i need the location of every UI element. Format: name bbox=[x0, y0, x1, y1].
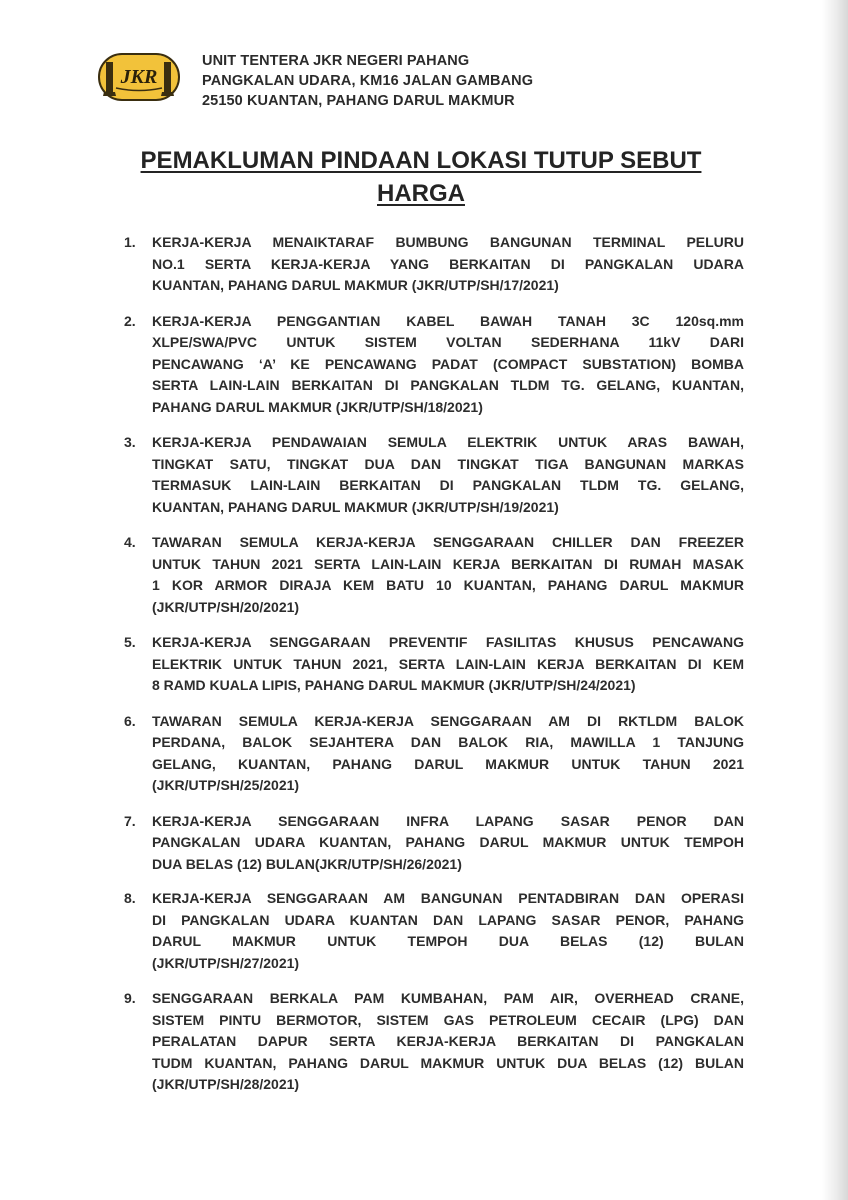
item-line: SENGGARAAN BERKALA PAM KUMBAHAN, PAM AIR, OVERHEAD CRANE, bbox=[152, 990, 744, 1006]
item-description bbox=[152, 888, 744, 974]
item-number: 3. bbox=[124, 434, 136, 450]
letterhead bbox=[98, 51, 738, 121]
item-line: PERDANA, BALOK SEJAHTERA DAN BALOK RIA, MAWILLA 1 TANJUNG bbox=[152, 734, 744, 750]
item-number: 6. bbox=[124, 712, 136, 729]
title-line: PEMAKLUMAN PINDAAN LOKASI TUTUP SEBUT bbox=[140, 147, 702, 174]
item-description bbox=[152, 432, 744, 518]
item-line: TINGKAT SATU, TINGKAT DUA DAN TINGKAT TIGA BANGUNAN MARKAS bbox=[152, 455, 744, 472]
address-line: 25150 KUANTAN, PAHANG DARUL MAKMUR bbox=[202, 93, 515, 109]
item-line: TUDM KUANTAN, PAHANG DARUL MAKMUR UNTUK DUA BELAS (12) BULAN bbox=[152, 1054, 744, 1071]
address-block bbox=[202, 51, 533, 111]
item-line: PANGKALAN UDARA KUANTAN, PAHANG DARUL MAKMUR UNTUK TEMPOH bbox=[152, 834, 744, 850]
tender-list bbox=[124, 232, 744, 1096]
item-line: DUA BELAS (12) BULAN(JKR/UTP/SH/26/2021) bbox=[152, 855, 462, 872]
item-number: 4. bbox=[124, 534, 136, 550]
item-line: KUANTAN, PAHANG DARUL MAKMUR (JKR/UTP/SH/17/2021) bbox=[152, 277, 559, 293]
jkr-logo bbox=[98, 53, 180, 101]
tender-item bbox=[124, 988, 744, 1096]
tender-item bbox=[124, 888, 744, 974]
item-line: 8 RAMD KUALA LIPIS, PAHANG DARUL MAKMUR (JKR/UTP/SH/24/2021) bbox=[152, 677, 636, 693]
item-line: UNTUK TAHUN 2021 SERTA LAIN-LAIN KERJA BERKAITAN DI RUMAH MASAK bbox=[152, 555, 744, 572]
item-line: SERTA LAIN-LAIN BERKAITAN DI PANGKALAN TLDM TG. GELANG, KUANTAN, bbox=[152, 377, 744, 393]
scan-page-edge bbox=[822, 0, 848, 1200]
item-line: KERJA-KERJA PENGGANTIAN KABEL BAWAH TANAH 3C 120sq.mm bbox=[152, 312, 744, 329]
item-line: KUANTAN, PAHANG DARUL MAKMUR (JKR/UTP/SH/19/2021) bbox=[152, 498, 559, 515]
item-line: (JKR/UTP/SH/25/2021) bbox=[152, 777, 300, 793]
item-line: PERALATAN DAPUR SERTA KERJA-KERJA BERKAITAN DI PANGKALAN bbox=[152, 1033, 744, 1049]
title-line: HARGA bbox=[377, 180, 465, 207]
document-title bbox=[96, 144, 746, 210]
item-number: 8. bbox=[124, 890, 136, 906]
item-number: 2. bbox=[124, 312, 136, 329]
item-number: 7. bbox=[124, 812, 136, 829]
tender-item bbox=[124, 432, 744, 518]
address-line: UNIT TENTERA JKR NEGERI PAHANG bbox=[202, 53, 470, 69]
item-line: GELANG, KUANTAN, PAHANG DARUL MAKMUR UNTUK TAHUN 2021 bbox=[152, 755, 744, 772]
address-line: PANGKALAN UDARA, KM16 JALAN GAMBANG bbox=[202, 73, 534, 89]
tender-item bbox=[124, 711, 744, 797]
item-line: PAHANG DARUL MAKMUR (JKR/UTP/SH/18/2021) bbox=[152, 398, 483, 415]
item-line: TAWARAN SEMULA KERJA-KERJA SENGGARAAN CHILLER DAN FREEZER bbox=[152, 534, 744, 550]
item-line: KERJA-KERJA MENAIKTARAF BUMBUNG BANGUNAN TERMINAL PELURU bbox=[152, 234, 744, 250]
item-line: NO.1 SERTA KERJA-KERJA YANG BERKAITAN DI PANGKALAN UDARA bbox=[152, 255, 744, 272]
tender-item bbox=[124, 811, 744, 876]
tender-item bbox=[124, 311, 744, 419]
item-line: DARUL MAKMUR UNTUK TEMPOH DUA BELAS (12) BULAN bbox=[152, 933, 744, 949]
item-line: SISTEM PINTU BERMOTOR, SISTEM GAS PETROLEUM CECAIR (LPG) DAN bbox=[152, 1011, 744, 1028]
tender-item bbox=[124, 232, 744, 297]
item-line: KERJA-KERJA SENGGARAAN INFRA LAPANG SASAR PENOR DAN bbox=[152, 812, 744, 829]
item-description bbox=[152, 232, 744, 297]
item-line: 1 KOR ARMOR DIRAJA KEM BATU 10 KUANTAN, PAHANG DARUL MAKMUR bbox=[152, 577, 744, 593]
logo-text: JKR bbox=[120, 66, 158, 88]
item-description bbox=[152, 811, 744, 876]
tender-item bbox=[124, 532, 744, 618]
item-line: (JKR/UTP/SH/20/2021) bbox=[152, 598, 300, 615]
item-line: KERJA-KERJA SENGGARAAN AM BANGUNAN PENTADBIRAN DAN OPERASI bbox=[152, 890, 744, 906]
item-line: XLPE/SWA/PVC UNTUK SISTEM VOLTAN SEDERHANA 11kV DARI bbox=[152, 334, 744, 350]
item-line: TERMASUK LAIN-LAIN BERKAITAN DI PANGKALAN TLDM TG. GELANG, bbox=[152, 477, 744, 493]
item-line: TAWARAN SEMULA KERJA-KERJA SENGGARAAN AM DI RKTLDM BALOK bbox=[152, 712, 744, 729]
item-description bbox=[152, 311, 744, 419]
item-line: KERJA-KERJA SENGGARAAN PREVENTIF FASILITAS KHUSUS PENCAWANG bbox=[152, 634, 744, 650]
item-line: ELEKTRIK UNTUK TAHUN 2021, SERTA LAIN-LAIN KERJA BERKAITAN DI KEM bbox=[152, 655, 744, 672]
item-line: (JKR/UTP/SH/27/2021) bbox=[152, 954, 300, 971]
item-line: DI PANGKALAN UDARA KUANTAN DAN LAPANG SASAR PENOR, PAHANG bbox=[152, 911, 744, 928]
item-number: 1. bbox=[124, 234, 136, 250]
item-number: 9. bbox=[124, 990, 136, 1006]
item-line: PENCAWANG ‘A’ KE PENCAWANG PADAT (COMPACT SUBSTATION) BOMBA bbox=[152, 355, 744, 372]
item-number: 5. bbox=[124, 634, 136, 650]
item-line: KERJA-KERJA PENDAWAIAN SEMULA ELEKTRIK UNTUK ARAS BAWAH, bbox=[152, 434, 744, 450]
item-description bbox=[152, 711, 744, 797]
item-description bbox=[152, 532, 744, 618]
item-description bbox=[152, 988, 744, 1096]
item-description bbox=[152, 632, 744, 697]
item-line: (JKR/UTP/SH/28/2021) bbox=[152, 1076, 300, 1092]
tender-item bbox=[124, 632, 744, 697]
